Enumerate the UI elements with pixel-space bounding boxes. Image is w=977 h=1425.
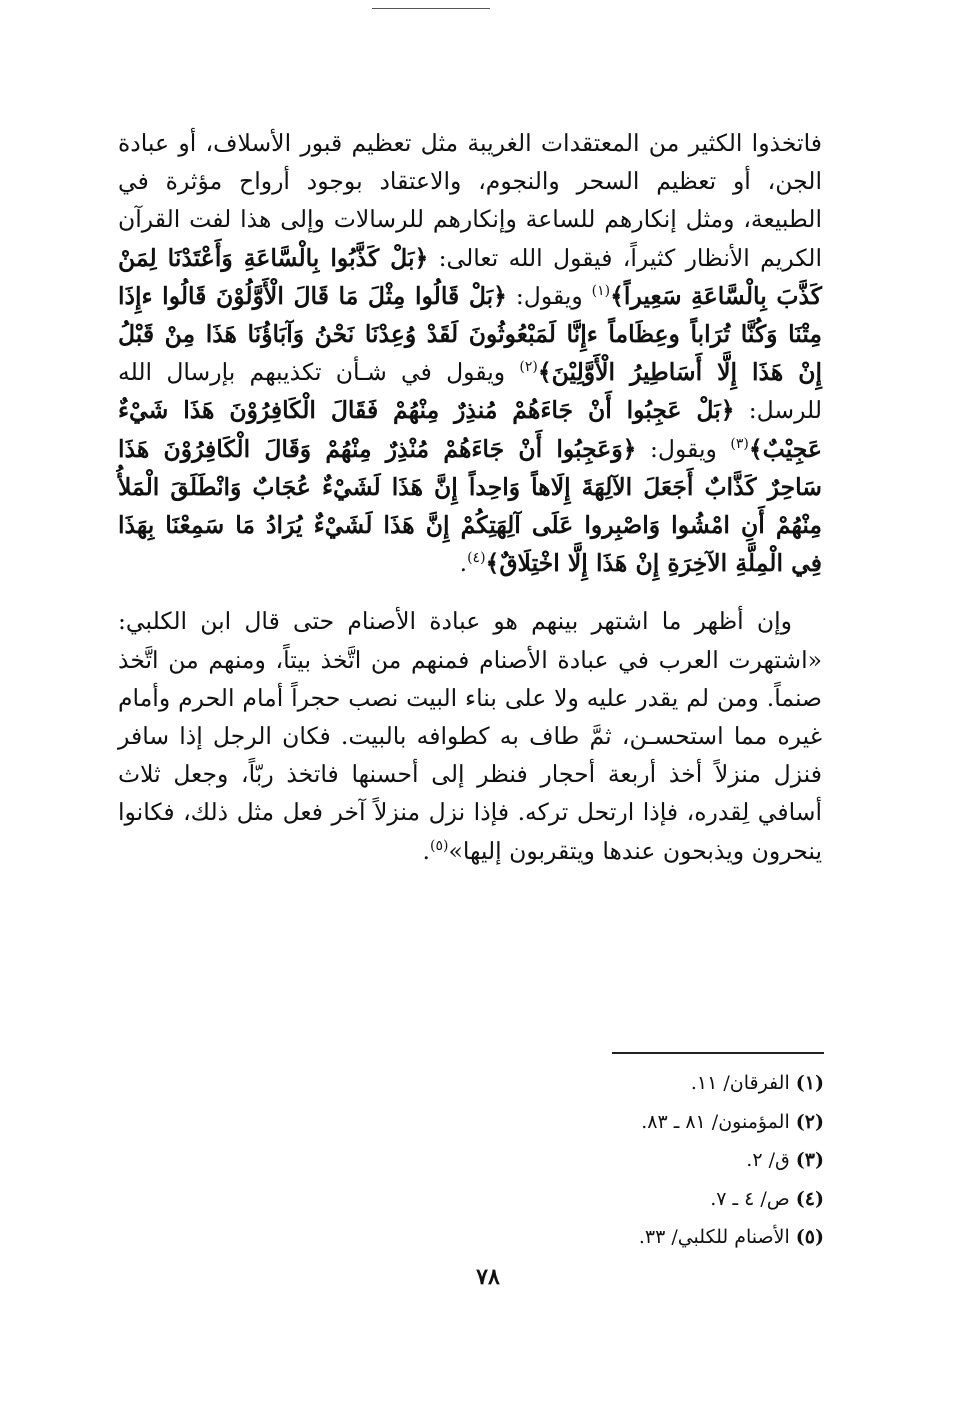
footnote-ref-3: (٣)	[730, 435, 749, 452]
paragraph-1-text-5: .	[459, 549, 468, 578]
footnote-item	[440, 1064, 824, 1103]
quran-verse-3: ﴿بَلْ عَجِبُوا أَنْ جَاءَهُمْ مُنذِرٌ مِنْهُمْ فَقَالَ الْكَافِرُوْنَ هَذَا شَيْءٌ عَجِيْبٌ﴾	[118, 396, 822, 463]
paragraph-1-text-4: ويقول:	[636, 434, 731, 463]
page-number: ٧٨	[476, 1264, 500, 1290]
footnote-text: ص/ ٤ ـ ٧.	[710, 1187, 796, 1210]
footnote-ref-5: (٥)	[430, 837, 449, 854]
paragraph-1-text-1: فاتخذوا الكثير من المعتقدات الغريبة مثل تعظيم قبور الأسلاف، أو عبادة الجن، أو تعظيم السحر والنجوم، والاعتقاد بوجود أرواح مؤثرة في الطبيعة، ومثل إنكارهم للساعة وإنكارهم للرسالات وإلى هذا لفت القرآن الكريم الأنظار كثيراً، فيقول الله تعالى:	[118, 129, 822, 272]
footnote-ref-2: (٢)	[519, 359, 538, 376]
paragraph-2-text-2: .	[422, 836, 431, 865]
footnote-number: (١)	[795, 1072, 824, 1094]
quran-verse-2: ﴿بَلْ قَالُوا مِثْلَ مَا قَالَ الْأَوَّلُوْنَ قَالُوا ءإِذَا مِتْنَا وَكُنَّا تُرَاباً وعِظَاماً ءإِنَّا لَمَبْعُوثُونَ لَقَدْ وُعِدْنَا نَحْنُ وَآبَاؤُنَا هَذَا مِنْ قَبْلُ إِنْ هَذَا إِلَّا أَسَاطِيرُ الْأَوَّلِيْنَ﴾	[118, 281, 823, 387]
footnote-ref-4: (٤)	[467, 550, 486, 567]
paragraph-2-text-1: وإن أظهر ما اشتهر بينهم هو عبادة الأصنام حتى قال ابن الكلبي: «اشتهرت العرب في عبادة الأصنام فمنهم من اتَّخذ بيتاً، ومنهم من اتَّخذ صنماً. ومن لم يقدر عليه ولا على بناء البيت نصب حجراً أمام الحرم وأمام غيره مما استحسـن، ثمَّ طاف به كطوافه بالبيت. فكان الرجل إذا سافر فنزل منزلاً أخذ أربعة أحجار فنظر إلى أحسنها فاتخذ ربّاً، وجعل ثلاث أسافي لِقدره، فإذا ارتحل تركه. فإذا نزل منزلاً آخر فعل مثل ذلك، فكانوا ينحرون ويذبحون عندها ويتقربون إليها»	[118, 607, 822, 865]
quran-verse-1: ﴿بَلْ كَذَّبُوا بِالْسَّاعَةِ وَأَعْتَدْنَا لِمَنْ كَذَّبَ بِالْسَّاعَةِ سَعِيراً﴾	[118, 243, 822, 310]
footnote-text: ق/ ٢.	[746, 1149, 796, 1171]
footnote-number: (٥)	[795, 1226, 824, 1248]
footnote-separator	[612, 1052, 824, 1054]
main-text	[118, 124, 822, 870]
footnote-ref-1: (١)	[591, 282, 611, 299]
footnote-number: (٤)	[795, 1187, 824, 1210]
header-rule	[372, 8, 490, 9]
footnote-text: الأصنام للكلبي/ ٣٣.	[638, 1226, 796, 1248]
paragraph-1	[118, 124, 822, 582]
footnote-text: المؤمنون/ ٨١ ـ ٨٣.	[641, 1110, 796, 1133]
footnote-item	[440, 1141, 824, 1180]
paragraph-1-text-2: ويقول:	[506, 281, 592, 310]
paragraph-2	[118, 602, 822, 869]
footnote-number: (٢)	[795, 1110, 824, 1133]
footnote-number: (٣)	[795, 1149, 824, 1171]
footnote-text: الفرقان/ ١١.	[690, 1072, 796, 1094]
paragraph-1-text-3: ويقول في شـأن تكذيبهم بإرسال الله للرسل:	[118, 358, 822, 425]
footnote-item	[440, 1218, 824, 1257]
footnote-item	[440, 1180, 824, 1219]
footnotes-list	[440, 1064, 824, 1257]
footnote-item	[440, 1103, 824, 1142]
quran-verse-4: ﴿وَعَجِبُوا أَنْ جَاءَهُمْ مُنْذِرٌ مِنْهُمْ وَقَالَ الْكَافِرُوْنَ هَذَا سَاحِرٌ كَذَّابٌ أَجَعَلَ الآلِهَةَ إِلَاهاً وَاحِداً إِنَّ هَذَا لَشَيْءٌ عُجَابٌ وَانْطَلَقَ الْمَلأُ مِنْهُمْ أَنِ امْشُوا وَاصْبِروا عَلَى آلِهَتِكُمْ إِنَّ هَذَا لَشَيْءٌ يُرَادُ مَا سَمِعْنَا بِهَذَا فِي الْمِلَّةِ الآخِرَةِ إِنْ هَذَا إِلَّا اخْتِلَاقٌ﴾	[118, 434, 822, 578]
